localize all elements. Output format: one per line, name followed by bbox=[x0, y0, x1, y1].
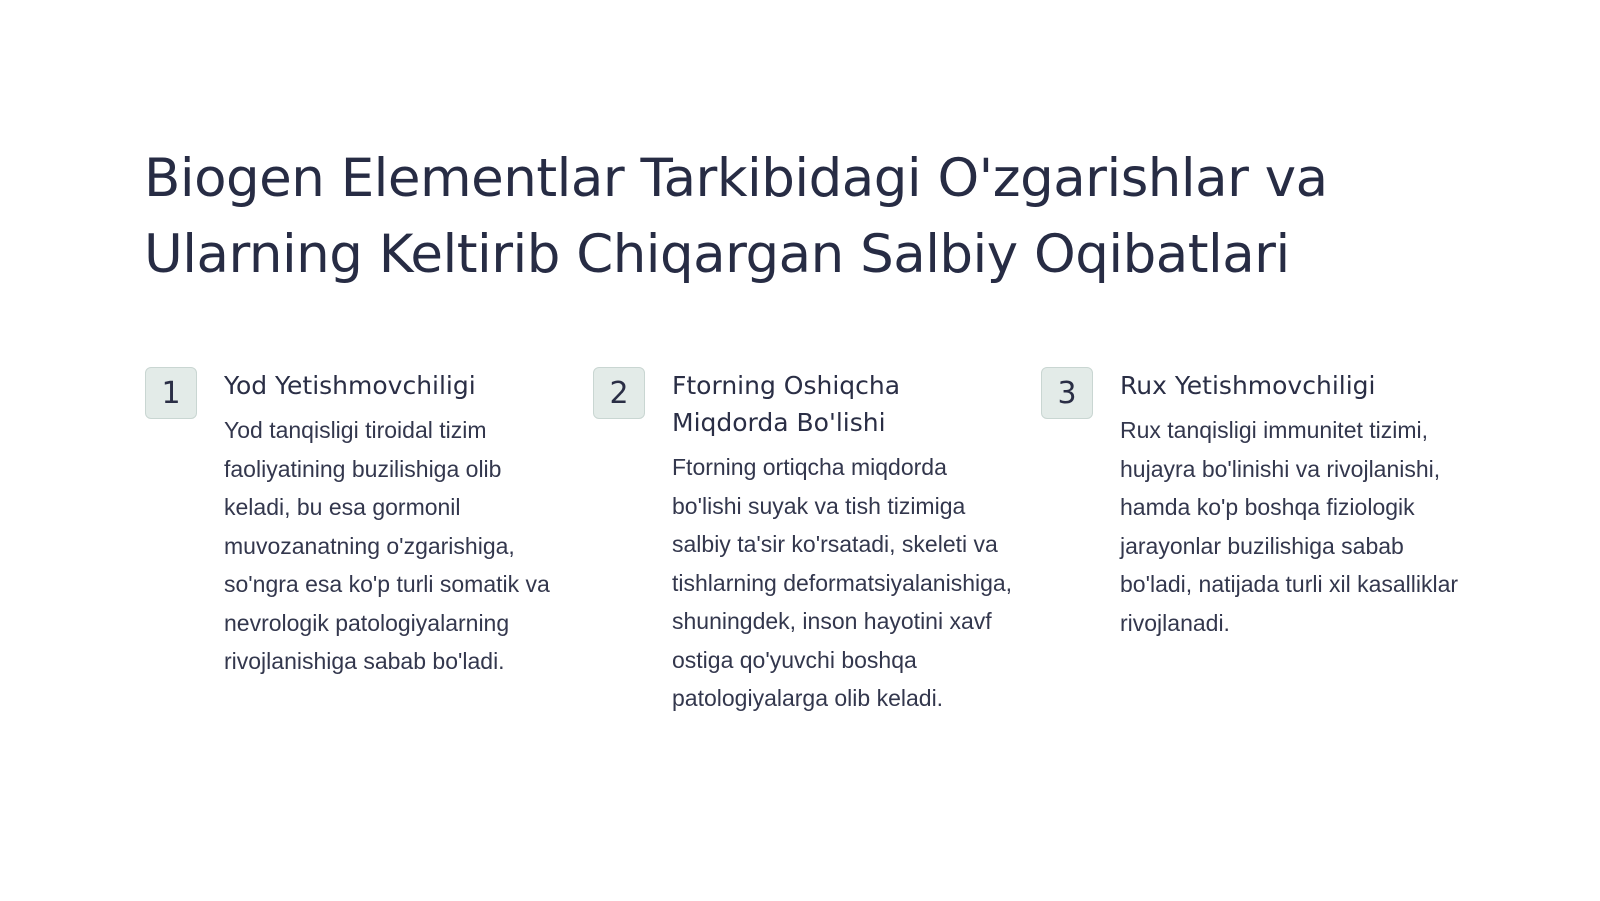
item-card-2 bbox=[593, 367, 1041, 718]
slide-title: Biogen Elementlar Tarkibidagi O'zgarishlar va Ularning Keltirib Chiqargan Salbiy Oqibatlari bbox=[144, 148, 1328, 285]
item-text: Rux tanqisligi immunitet tizimi, hujayra bo'linishi va rivojlanishi, hamda ko'p boshqa fiziologik jarayonlar buzilishiga sabab bo'ladi, natijada turli xil kasalliklar rivojlanadi. bbox=[1120, 417, 1459, 636]
number-badge: 2 bbox=[593, 367, 645, 419]
item-title: Yod Yetishmovchiligi bbox=[224, 371, 476, 400]
item-body bbox=[224, 367, 568, 681]
content-columns bbox=[145, 367, 1465, 718]
item-text: Ftorning ortiqcha miqdorda bo'lishi suyak va tish tizimiga salbiy ta'sir ko'rsatadi, skeleti va tishlarning deformatsiyalanishiga, shuningdek, inson hayotini xavf ostiga qo'yuvchi boshqa patologiyalarga olib keladi. bbox=[672, 454, 1013, 711]
item-card-3 bbox=[1041, 367, 1465, 718]
number-badge: 1 bbox=[145, 367, 197, 419]
item-title: Ftorning Oshiqcha Miqdorda Bo'lishi bbox=[672, 371, 901, 437]
item-body bbox=[672, 367, 1016, 718]
item-card-1 bbox=[145, 367, 593, 718]
item-title: Rux Yetishmovchiligi bbox=[1120, 371, 1376, 400]
item-text: Yod tanqisligi tiroidal tizim faoliyatining buzilishiga olib keladi, bu esa gormonil muvozanatning o'zgarishiga, so'ngra esa ko'p turli somatik va nevrologik patologiyalarning rivojlanishiga sabab bo'ladi. bbox=[224, 417, 550, 674]
number-badge: 3 bbox=[1041, 367, 1093, 419]
item-body bbox=[1120, 367, 1464, 642]
